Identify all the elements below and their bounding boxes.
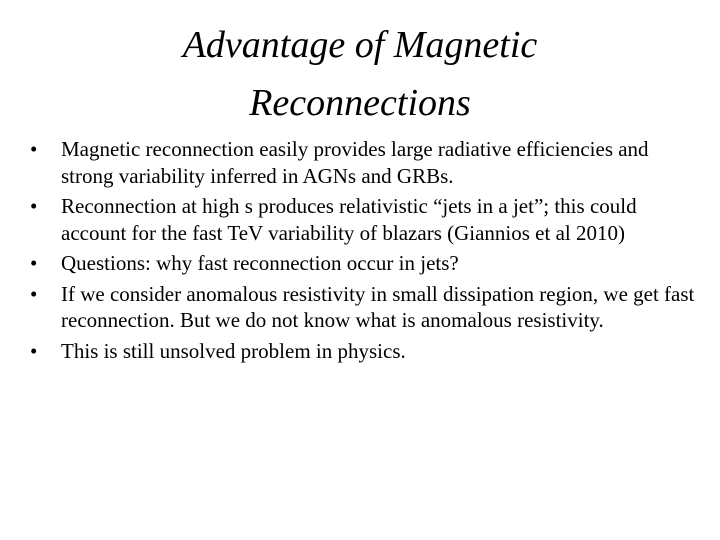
bullet-item bbox=[30, 250, 695, 277]
bullet-item bbox=[30, 193, 695, 246]
bullet-dot: • bbox=[30, 251, 38, 275]
bullet-text: This is still unsolved problem in physics. bbox=[61, 338, 406, 363]
slide-title-line-2: Reconnections bbox=[249, 82, 471, 124]
bullet-dot: • bbox=[30, 338, 38, 363]
bullet-item bbox=[30, 281, 695, 334]
bullet-item bbox=[30, 338, 695, 365]
bullet-dot: • bbox=[30, 281, 38, 306]
bullet-text: Magnetic reconnection easily provides large radiative efficiencies and strong variability inferred in AGNs and GRBs. bbox=[61, 137, 649, 188]
bullet-list bbox=[30, 136, 695, 368]
bullet-item bbox=[30, 136, 695, 189]
slide-title bbox=[60, 16, 660, 132]
bullet-dot: • bbox=[30, 194, 38, 218]
bullet-dot: • bbox=[30, 137, 38, 161]
bullet-text: Reconnection at high s produces relativistic “jets in a jet”; this could account for the fast TeV variability of blazars (Giannios et al 2010) bbox=[61, 194, 637, 245]
bullet-text: If we consider anomalous resistivity in small dissipation region, we get fast reconnection. But we do not know what is anomalous resistivity. bbox=[61, 281, 695, 332]
bullet-text: Questions: why fast reconnection occur in jets? bbox=[61, 251, 459, 275]
slide-title-line-1: Advantage of Magnetic bbox=[182, 24, 538, 66]
